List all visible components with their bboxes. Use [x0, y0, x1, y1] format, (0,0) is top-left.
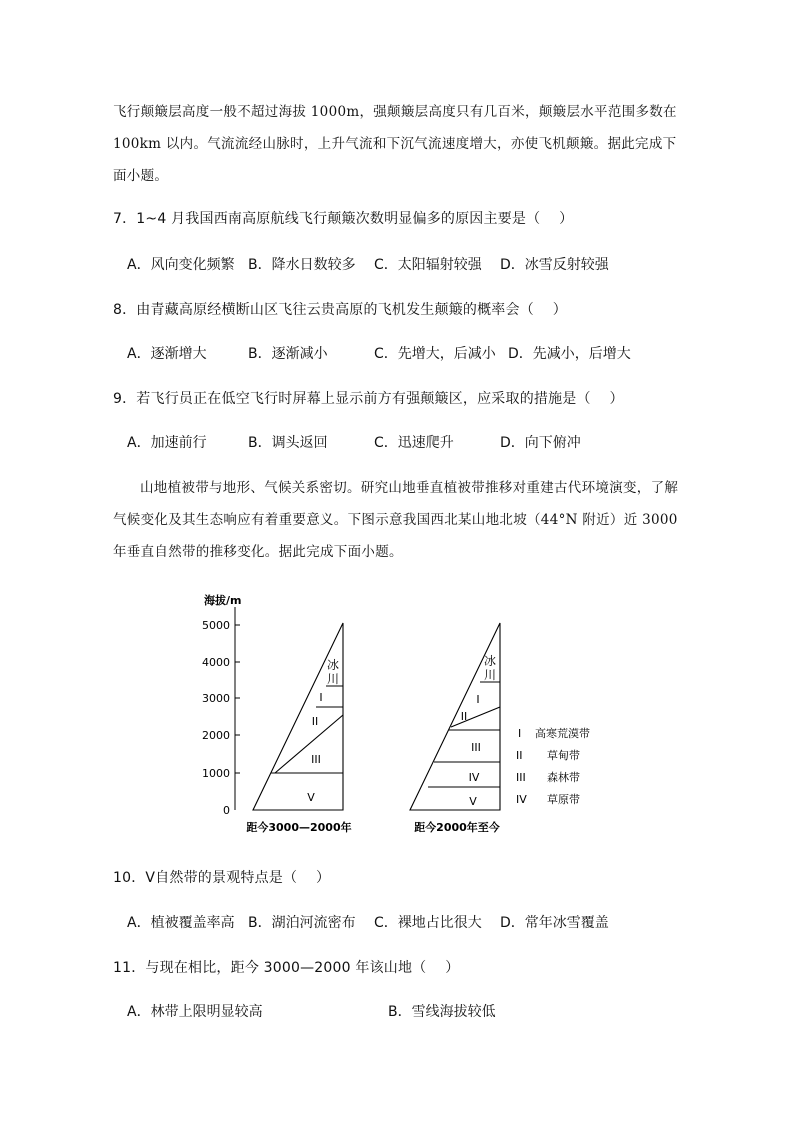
right-caption: 距今2000年至今	[414, 821, 500, 834]
question-10-stem: 10．Ⅴ自然带的景观特点是（ ）	[113, 870, 331, 886]
question-8-stem: 8．由青藏高原经横断山区飞往云贵高原的飞机发生颠簸的概率会（ ）	[113, 302, 567, 318]
tick-label: 0	[223, 804, 230, 817]
q10-option-a[interactable]: A．植被覆盖率高	[127, 915, 235, 931]
tick-label: 3000	[202, 692, 230, 705]
left-mountain-profile	[253, 623, 343, 810]
zone-label: II	[460, 710, 468, 723]
q9-option-c[interactable]: C．迅速爬升	[374, 435, 454, 451]
zone-label: II	[311, 715, 319, 728]
q8-option-d[interactable]: D．先减小，后增大	[508, 346, 631, 362]
legend-num: IV	[516, 793, 527, 806]
q8-option-b[interactable]: B．逐渐减小	[248, 346, 328, 362]
q10-option-b[interactable]: B．湖泊河流密布	[248, 915, 356, 931]
zone-label: III	[471, 741, 481, 754]
zone-label: V	[469, 795, 477, 808]
q10-option-d[interactable]: D．常年冰雪覆盖	[500, 915, 609, 931]
legend-num: III	[516, 771, 526, 784]
tick-label: 2000	[202, 729, 230, 742]
vegetation-zone-figure	[195, 585, 605, 840]
zone-label: IV	[468, 771, 480, 784]
question-7-stem: 7．1~4 月我国西南高原航线飞行颠簸次数明显偏多的原因主要是（ ）	[113, 211, 574, 227]
q9-option-b[interactable]: B．调头返回	[248, 435, 328, 451]
passage-1: 飞行颠簸层高度一般不超过海拔 1000m，强颠簸层高度只有几百米，颠簸层水平范围多数在 100km 以内。气流流经山脉时，上升气流和下沉气流速度增大，亦使飞机颠簸。据此完成下面小题。	[113, 104, 677, 184]
right-mountain-profile	[410, 623, 500, 810]
legend	[516, 726, 590, 806]
question-9-stem: 9．若飞行员正在低空飞行时屏幕上显示前方有强颠簸区，应采取的措施是（ ）	[113, 391, 624, 407]
q11-option-a[interactable]: A．林带上限明显较高	[127, 1004, 263, 1020]
tick-label: 1000	[202, 767, 230, 780]
q10-option-c[interactable]: C．裸地占比很大	[374, 915, 482, 931]
q7-option-b[interactable]: B．降水日数较多	[248, 257, 356, 273]
zone-label-glacier: 冰	[483, 654, 497, 668]
q9-option-d[interactable]: D．向下俯冲	[500, 435, 581, 451]
zone-label-glacier: 川	[326, 672, 340, 686]
zone-label: I	[319, 691, 323, 704]
zone-label-glacier: 冰	[326, 658, 340, 672]
legend-text: 草原带	[547, 793, 580, 806]
left-caption: 距今3000—2000年	[246, 821, 352, 834]
question-11-stem: 11．与现在相比，距今 3000—2000 年该山地（ ）	[113, 960, 460, 976]
tick-label: 4000	[202, 656, 230, 669]
legend-text: 高寒荒漠带	[535, 727, 590, 740]
q7-option-d[interactable]: D．冰雪反射较强	[500, 257, 609, 273]
zone-label: I	[476, 693, 480, 706]
q9-option-a[interactable]: A．加速前行	[127, 435, 207, 451]
legend-num: I	[518, 727, 522, 740]
q7-option-a[interactable]: A．风向变化频繁	[127, 257, 235, 273]
zone-label: V	[307, 791, 315, 804]
y-axis-ticks	[202, 619, 240, 817]
q11-option-b[interactable]: B．雪线海拔较低	[388, 1004, 496, 1020]
q8-option-a[interactable]: A．逐渐增大	[127, 346, 207, 362]
tick-label: 5000	[202, 619, 230, 632]
legend-num: II	[516, 749, 523, 762]
legend-text: 草甸带	[547, 749, 580, 762]
passage-2: 山地植被带与地形、气候关系密切。研究山地垂直植被带推移对重建古代环境演变，了解气候变化及其生态响应有着重要意义。下图示意我国西北某山地北坡（44°N 附近）近 3000 年垂直自然带的推移变化。据此完成下面小题。	[113, 480, 679, 560]
q7-option-c[interactable]: C．太阳辐射较强	[374, 257, 482, 273]
legend-text: 森林带	[547, 771, 580, 784]
zone-label: III	[311, 753, 321, 766]
q8-option-c[interactable]: C．先增大，后减小	[374, 346, 496, 362]
zone-label-glacier: 川	[483, 668, 497, 682]
y-axis-label: 海拔/m	[204, 594, 242, 607]
